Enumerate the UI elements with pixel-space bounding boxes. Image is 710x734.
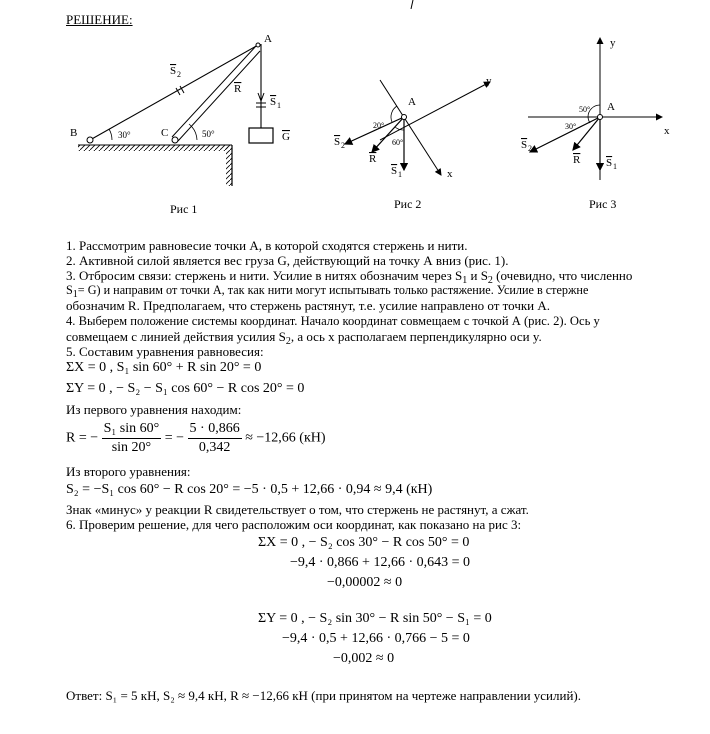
- fig3-angle-30: 30°: [565, 122, 577, 131]
- step-1: 1. Рассмотрим равновесие точки А, в которой сходятся стержень и нити.: [66, 238, 468, 253]
- figure-2: [334, 75, 492, 180]
- fig2-axis-x: [380, 80, 441, 175]
- step-3-line-2: $S_1= G$) и направим от точки А, так как нити могут испытывать только растяжение. Усилие в стержне: [66, 283, 589, 300]
- fig3-caption: Рис 3: [589, 197, 617, 211]
- fig1-label-c: C: [161, 127, 169, 139]
- fig2-point-a: [402, 115, 407, 120]
- fig1-label-s2-sub: 2: [177, 70, 181, 79]
- solution-heading: РЕШЕНИЕ:: [66, 12, 133, 27]
- fig1-label-r: R: [234, 83, 242, 95]
- fig2-label-s2: S: [334, 136, 341, 148]
- fig2-label-a: A: [408, 96, 416, 108]
- fig3-label-a: A: [607, 101, 615, 113]
- fig1-caption: Рис 1: [170, 202, 198, 216]
- step-2: 2. Активной силой является вес груза G, действующий на точку А вниз (рис. 1).: [66, 253, 509, 268]
- fig1-label-s1-sub: 1: [277, 101, 281, 110]
- fig1-label-s2: S: [170, 65, 177, 77]
- pin-a: [256, 43, 260, 47]
- pin-c: [172, 137, 178, 143]
- weight-g: [249, 128, 273, 143]
- fig3-label-r: R: [573, 154, 581, 166]
- fig3-label-s1: S: [606, 157, 613, 169]
- step-4-line-2: совмещаем с линией действия усилия $S_2$, а ось х располагаем перпендикулярно оси y.: [66, 329, 542, 347]
- step-4-line-1: 4. Выберем положение системы координат. Начало координат совмещаем с точкой А (рис. 2). Ось y: [66, 314, 600, 328]
- equation-s2: S₂ = −S₁ cos 60° − R cos 20° = −5 · 0,5 + 12,66 · 0,94 ≈ 9,4 (кН): [66, 482, 433, 497]
- figure-3: [521, 37, 670, 180]
- fig3-label-s2-sub: 2: [528, 144, 532, 153]
- answer: Ответ: S₁ = 5 кН, S₂ ≈ 9,4 кН, R ≈ −12,66 кН (при принятом на чертеже направлении усилий).: [66, 688, 581, 703]
- fig2-angle-60: 60°: [392, 138, 404, 147]
- fig2-label-s2-sub: 2: [341, 141, 345, 150]
- figures-panel: [0, 0, 710, 230]
- check-y-result: −0,002 ≈ 0: [333, 651, 395, 666]
- fig3-label-y: y: [610, 37, 616, 49]
- step-3-line-1: 3. Отбросим связи: стержень и нити. Усилие в нитях обозначим через $S_1$ и $S_2$ (очевидно, что численно: [66, 268, 633, 286]
- rope-ba: [90, 45, 258, 140]
- fig3-label-s2: S: [521, 139, 528, 151]
- check-y-substituted: −9,4 · 0,5 + 12,66 · 0,766 − 5 = 0: [282, 631, 470, 646]
- check-x-equation: ΣX = 0 , − S₂ cos 30° − R cos 50° = 0: [258, 535, 470, 550]
- equation-sum-x: ΣX = 0 , S₁ sin 60° + R sin 20° = 0: [66, 360, 262, 375]
- fig3-label-x: x: [664, 125, 670, 137]
- fig3-point-a: [598, 115, 603, 120]
- figure-1: [70, 33, 290, 186]
- fig2-label-y: y: [486, 75, 492, 87]
- fig1-angle-b: 30°: [118, 130, 131, 140]
- fig2-label-x: x: [447, 168, 453, 180]
- fig2-label-s1-sub: 1: [398, 170, 402, 179]
- fig3-label-s1-sub: 1: [613, 162, 617, 171]
- step-3-line-3: обозначим R. Предполагаем, что стержень растянут, т.е. усилие направлено от точки А.: [66, 298, 551, 313]
- fig2-label-s1: S: [391, 165, 398, 177]
- fig2-angle-20: 20°: [373, 121, 385, 130]
- check-x-result: −0,00002 ≈ 0: [327, 575, 403, 590]
- fig2-label-r: R: [369, 153, 377, 165]
- check-y-equation: ΣY = 0 , − S₂ sin 30° − R sin 50° − S₁ = 0: [258, 611, 492, 626]
- fig1-label-g: G: [282, 131, 290, 143]
- fig2-caption: Рис 2: [394, 197, 422, 211]
- fig3-arrow-r: [573, 117, 600, 150]
- wall-hatch: [226, 145, 232, 186]
- from-second-equation: Из второго уравнения:: [66, 464, 191, 479]
- fig1-label-s1: S: [270, 96, 277, 108]
- pin-b: [87, 137, 93, 143]
- step-6: 6. Проверим решение, для чего расположим оси координат, как показано на рис 3:: [66, 517, 522, 532]
- fig1-label-a: A: [264, 33, 272, 45]
- equation-sum-y: ΣY = 0 , − S₂ − S₁ cos 60° − R cos 20° = 0: [66, 381, 305, 396]
- fig1-label-b: B: [70, 127, 78, 139]
- fig2-axis-y: [380, 82, 490, 140]
- ground-hatch: [78, 145, 228, 151]
- rod-ca: [172, 46, 256, 137]
- step-5: 5. Составим уравнения равновесия:: [66, 344, 264, 359]
- fig1-angle-c: 50°: [202, 129, 215, 139]
- check-x-substituted: −9,4 · 0,866 + 12,66 · 0,643 = 0: [290, 555, 471, 570]
- from-first-equation: Из первого уравнения находим:: [66, 402, 242, 417]
- fig3-angle-50: 50°: [579, 105, 591, 114]
- equation-r: R = − $\frac{\text{S₁ sin 60°}}{\sin 20^\circ}$ = − $\frac{5 \cdot 0,866}{0,342}$ ≈ −12,66 (кН): [66, 421, 326, 455]
- sign-note: Знак «минус» у реакции R свидетельствует о том, что стержень не растянут, а сжат.: [66, 502, 529, 517]
